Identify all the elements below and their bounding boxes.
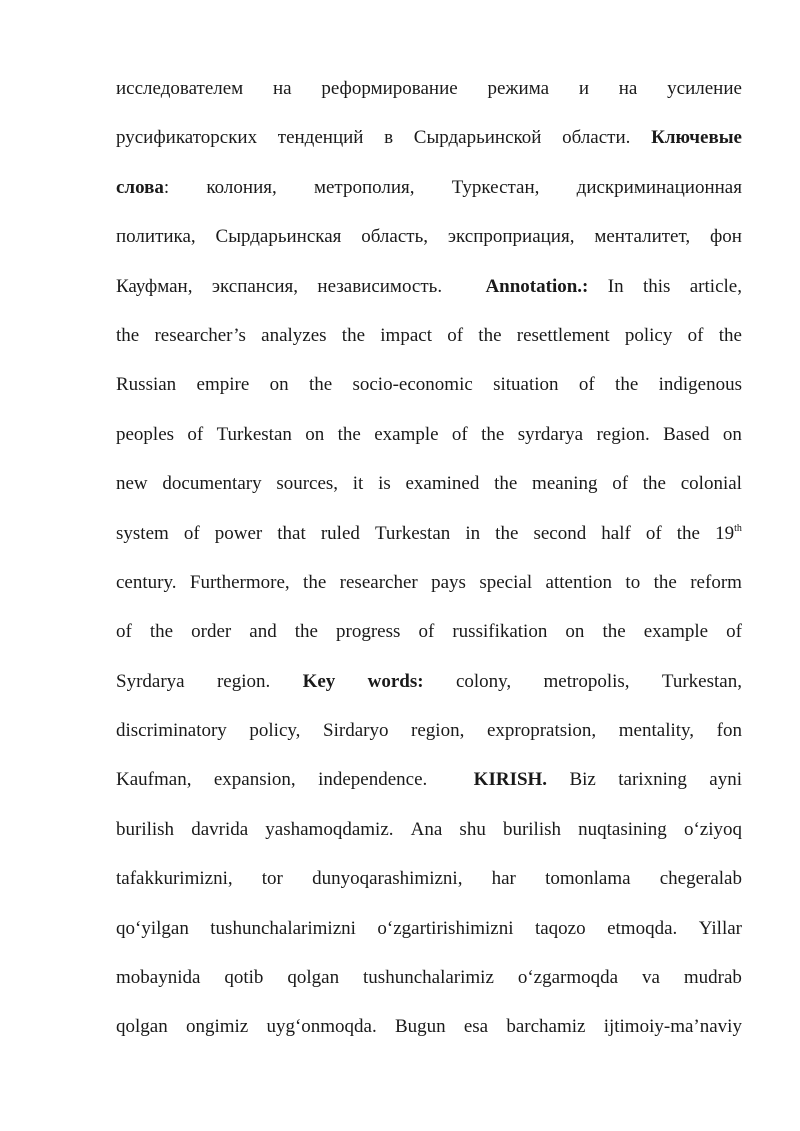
word: Сырдарьинской [413,127,542,149]
word: policy [624,324,673,346]
word: KIRISH. [473,769,548,791]
word: burilish [502,818,562,840]
word: special [479,571,533,593]
text-line [116,755,742,804]
word: the [308,374,333,396]
word: second [533,522,587,544]
word: qolgan [116,1016,168,1038]
word: socio-economic [352,374,473,396]
word: Turkestan, [661,670,742,692]
word: qo‘yilgan [116,917,189,939]
word: example [643,621,709,643]
word: tarixning [618,769,687,791]
word: the [642,473,666,495]
word: Biz [569,769,596,791]
word: the [341,324,366,346]
text-line [116,953,742,1002]
word: the [676,522,700,544]
word: tushunchalarimiz [363,967,494,989]
text-line [116,854,742,903]
word: syrdarya [517,423,584,445]
word: Туркестан, [451,176,540,198]
word: the [294,621,318,643]
word: tafakkurimizni, [116,868,233,890]
word: yashamoqdamiz. [265,818,394,840]
word: policy, [249,720,301,742]
word: экспансия, [211,275,299,297]
word: of [116,621,132,643]
word: metropolis, [543,670,630,692]
word: области. [562,127,631,149]
word: colonial [680,473,742,495]
word: исследователем [116,78,244,99]
word: burilish [116,818,175,840]
word: Кауфман, [116,275,193,297]
word: tor [261,868,283,890]
word: har [491,868,516,890]
text-line [116,657,742,706]
word: qotib [224,967,264,989]
word: researcher’s [154,324,246,346]
superscript: th [734,522,742,534]
word: tushunchalarimizni [210,917,356,939]
word: слова [116,176,164,198]
word: тенденций [277,127,364,149]
word: empire [196,374,250,396]
word: the [337,423,361,445]
word: In [607,275,624,297]
word: Sirdaryo [323,720,389,742]
word: and [249,621,277,643]
word: Ana [410,818,443,840]
word: va [642,967,660,989]
word: of [183,522,200,544]
word: Ключевые [651,127,742,149]
word: и [578,78,589,99]
text-line [116,113,742,162]
word: Furthermore, [189,571,290,593]
word: in [465,522,481,544]
text-line [116,360,742,409]
word: expansion, [213,769,296,791]
word: режима [487,78,550,99]
word: 19 [715,522,735,544]
word: Based [663,423,710,445]
word: region. [216,670,271,692]
word: that [277,522,306,544]
text-line [116,509,742,558]
word: system [116,522,169,544]
word: of [187,423,204,445]
word: mentality, [618,720,695,742]
word: half [601,522,631,544]
word: Key [302,670,336,692]
word: mobaynida [116,967,201,989]
document-body [116,64,742,1052]
word: reform [690,571,742,593]
word: analyzes [261,324,327,346]
word: фон [709,226,742,248]
word: of [612,473,629,495]
word: реформирование [321,78,458,99]
word: researcher [339,571,418,593]
word: колония, [206,176,277,198]
text-line [116,212,742,261]
word-group [116,163,169,212]
word: mudrab [683,967,742,989]
word: sources, [276,473,339,495]
word: of [645,522,662,544]
word: new [116,473,148,495]
word: uyg‘onmoqda. [266,1016,377,1038]
text-line [116,607,742,656]
word: century. [116,571,177,593]
word: метрополия, [313,176,415,198]
word: barchamiz [506,1016,586,1038]
text-line [116,163,742,212]
word: дискриминационная [576,176,742,198]
word: nuqtasining [578,818,667,840]
word: documentary [162,473,262,495]
word: independence. [318,769,428,791]
word: on [722,423,742,445]
word: Turkestan [216,423,292,445]
word: of [687,324,704,346]
word: the [149,621,174,643]
word: the [116,324,140,346]
text-line [116,459,742,508]
word: dunyoqarashimizni, [312,868,463,890]
word: на [272,78,292,99]
word: order [191,621,232,643]
word: esa [463,1016,489,1038]
word: shu [459,818,486,840]
text-line [116,262,742,311]
word: политика, [116,226,196,248]
word-suffix: : [163,176,170,198]
word: power [214,522,263,544]
word: situation [493,374,559,396]
word: Annotation.: [485,275,589,297]
word: of [418,621,435,643]
word-group [715,509,742,558]
word: davrida [191,818,249,840]
word: the [718,324,742,346]
word: в [384,127,394,149]
word: Turkestan [374,522,451,544]
word: ongimiz [185,1016,249,1038]
word: article, [689,275,742,297]
word: усиление [667,78,742,99]
word: of [578,374,595,396]
word: region. [596,423,650,445]
word: on [305,423,325,445]
text-line [116,1002,742,1051]
word: Bugun [394,1016,446,1038]
word: of [451,423,468,445]
word: it [352,473,364,495]
word: менталитет, [594,226,691,248]
word: on [269,374,289,396]
word: Сырдарьинская [215,226,342,248]
word: the [653,571,677,593]
word: attention [545,571,613,593]
word: на [618,78,638,99]
word: область, [361,226,428,248]
word: on [565,621,585,643]
word: indigenous [658,374,742,396]
text-line [116,311,742,360]
word: the [495,522,519,544]
word: pays [431,571,466,593]
word: tomonlama [545,868,631,890]
word: o‘zgartirishimizni [377,917,514,939]
word: russifikation [452,621,548,643]
text-line [116,805,742,854]
word: Yillar [698,917,742,939]
word: words: [367,670,424,692]
word: chegeralab [659,868,742,890]
word: taqozo [534,917,586,939]
word: the [481,423,505,445]
word: ijtimoiy-ma’naviy [603,1016,742,1038]
word: fon [716,720,742,742]
word: of [447,324,464,346]
text-line [116,558,742,607]
word: the [494,473,518,495]
word: экспроприация, [447,226,575,248]
word: this [642,275,671,297]
word: ruled [320,522,360,544]
word: Russian [116,374,177,396]
word: discriminatory [116,720,227,742]
word: the [602,621,626,643]
word: progress [336,621,401,643]
word: Syrdarya [116,670,185,692]
word: etmoqda. [607,917,678,939]
word: region, [411,720,465,742]
text-line [116,64,742,113]
word: peoples [116,423,175,445]
text-line [116,706,742,755]
word: независимость. [317,275,443,297]
word: to [625,571,641,593]
word: the [615,374,639,396]
word: meaning [532,473,598,495]
text-line [116,410,742,459]
word: ayni [709,769,742,791]
word: русификаторских [116,127,258,149]
word: impact [380,324,432,346]
word: resettlement [516,324,610,346]
word: example [374,423,439,445]
word: o‘zgarmoqda [517,967,619,989]
word: qolgan [287,967,340,989]
word: expropratsion, [486,720,597,742]
word: o‘ziyoq [683,818,742,840]
word: Kaufman, [116,769,192,791]
word: colony, [455,670,512,692]
word: of [726,621,742,643]
word: the [303,571,327,593]
word: is [378,473,391,495]
word: the [478,324,502,346]
text-line [116,904,742,953]
word: examined [405,473,480,495]
